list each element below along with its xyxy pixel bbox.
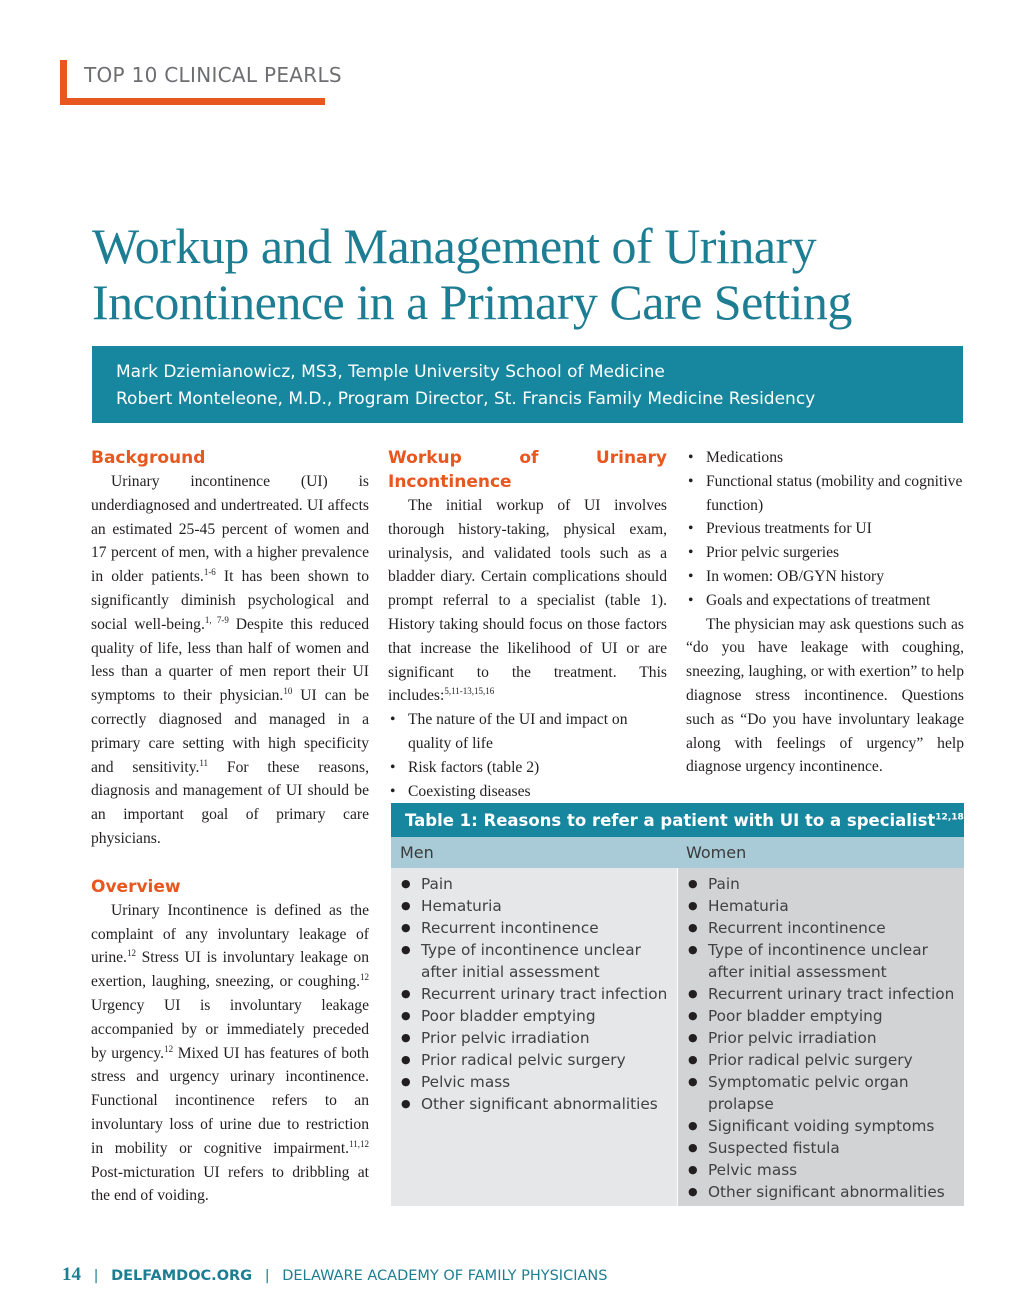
background-paragraph: Urinary incontinence (UI) is underdiagnosed and undertreated. UI affects an estimated 25-45 percent of women and 17 percent of men, with a higher prevalence in older patients.$^{1-6}$ It has been shown to significantly diminish psychological and social well-being.$^{1, 7-9}$ Despite this reduced quality of life, less than half of women and less than a quarter of men report their UI symptoms to their physician.$^{10}$ UI can be correctly diagnosed and managed in a primary care setting with high specificity and sensitivity.$^{11}$ For these reasons, diagnosis and management of UI should be an important goal of primary care physicians.: [91, 473, 369, 847]
authors-band: [92, 346, 963, 423]
table-row: ● Suspected fistula: [686, 1137, 960, 1159]
table-row: ● Hematuria: [399, 895, 673, 917]
footer-separator: |: [93, 1268, 99, 1284]
men-column: [391, 868, 677, 1206]
footer-site-link[interactable]: DELFAMDOC.ORG: [111, 1268, 253, 1284]
table-row: ● Poor bladder emptying: [686, 1005, 960, 1027]
page-footer: [62, 1264, 607, 1286]
list-item: • In women: OB/GYN history: [686, 565, 964, 589]
table-row: ● Poor bladder emptying: [399, 1005, 673, 1027]
author-1: Mark Dziemianowicz, MS3, Temple University School of Medicine: [116, 362, 665, 382]
table-row: ● Prior radical pelvic surgery: [686, 1049, 960, 1071]
table-row: ● Recurrent incontinence: [399, 917, 673, 939]
table-row: ● Recurrent urinary tract infection: [686, 983, 960, 1005]
list-item: • Goals and expectations of treatment: [686, 589, 964, 613]
table-row: ● Type of incontinence unclear after initial assessment: [686, 939, 960, 983]
column-1: [91, 446, 369, 1208]
table-row: ● Significant voiding symptoms: [686, 1115, 960, 1137]
table-row: ● Pelvic mass: [399, 1071, 673, 1093]
men-reasons-list: [399, 873, 673, 1115]
table-title-bar: [391, 803, 964, 837]
column-3: [686, 446, 964, 779]
list-item: • Coexisting diseases: [388, 780, 667, 804]
overview-heading: Overview: [91, 876, 181, 897]
table-row: ● Hematuria: [686, 895, 960, 917]
background-heading: Background: [91, 448, 206, 468]
footer-organization: DELAWARE ACADEMY OF FAMILY PHYSICIANS: [282, 1268, 608, 1284]
footer-separator: |: [264, 1268, 270, 1284]
questions-paragraph: The physician may ask questions such as “do you have leakage with coughing, sneezing, laughing, or with exertion” to help diagnose stress incontinence. Questions such as “Do you have involuntary leakage along with feelings of urgency” help diagnose urgency incontinence.: [686, 615, 965, 776]
table-row: ● Prior pelvic irradiation: [686, 1027, 960, 1049]
table-row: ● Recurrent incontinence: [686, 917, 960, 939]
workup-heading: Workup of Urinary Incontinence: [388, 448, 667, 492]
table-row: ● Type of incontinence unclear after initial assessment: [399, 939, 673, 983]
article-title-line-2: Incontinence in a Primary Care Setting: [92, 274, 852, 330]
column-header-men: Men: [400, 843, 434, 862]
list-item: • The nature of the UI and impact on quality of life: [388, 708, 667, 756]
table-header-row: [391, 837, 964, 868]
table-row: ● Other significant abnormalities: [686, 1181, 960, 1203]
table-row: ● Symptomatic pelvic organ prolapse: [686, 1071, 960, 1115]
section-tag-underline: [60, 98, 325, 105]
table-row: ● Other significant abnormalities: [399, 1093, 673, 1115]
page-number: 14: [62, 1264, 81, 1285]
article-title-line-1: Workup and Management of Urinary: [92, 218, 817, 274]
table-row: ● Pain: [686, 873, 960, 895]
table-row: ● Recurrent urinary tract infection: [399, 983, 673, 1005]
overview-paragraph: Urinary Incontinence is defined as the complaint of any involuntary leakage of urine.$^{12}$ Stress UI is involuntary leakage on exertion, laughing, sneezing, or coughing.$^{12}$ Urgency UI is involuntary leakage accompanied by or immediately preceded by urgency.$^{12}$ Mixed UI has features of both stress and urgency urinary incontinence. Functional incontinence refers to an involuntary loss of urine due to restriction in mobility or cognitive impairment.$^{11,12}$ Post-micturation UI refers to dribbling at the end of voiding.: [91, 901, 369, 1205]
women-column: [678, 868, 964, 1206]
column-header-women: Women: [686, 843, 747, 862]
section-tag: TOP 10 CLINICAL PEARLS: [84, 63, 342, 87]
list-item: • Prior pelvic surgeries: [686, 541, 964, 565]
table-row: ● Prior pelvic irradiation: [399, 1027, 673, 1049]
list-item: • Medications: [686, 446, 964, 470]
history-list-continued: [686, 446, 964, 613]
table-1: [391, 803, 964, 1206]
women-reasons-list: [686, 873, 960, 1203]
list-item: • Functional status (mobility and cognitive function): [686, 470, 964, 518]
table-row: ● Pelvic mass: [686, 1159, 960, 1181]
author-2: Robert Monteleone, M.D., Program Director, St. Francis Family Medicine Residency: [116, 389, 816, 409]
list-item: • Previous treatments for UI: [686, 517, 964, 541]
history-list: [388, 708, 667, 803]
table-row: ● Pain: [399, 873, 673, 895]
table-title: Table 1: Reasons to refer a patient with UI to a specialist$^{12,18}$: [405, 811, 964, 830]
article-title: [92, 218, 992, 330]
column-2: [388, 446, 667, 803]
workup-paragraph: The initial workup of UI involves thorough history-taking, physical exam, urinalysis, and validated tools such as a bladder diary. Certain complications should prompt referral to a specialist (table 1). History taking should focus on those factors that increase the likelihood of UI or are significant to the treatment. This includes:$^{5,11-13,15,16}$: [388, 497, 667, 705]
table-row: ● Prior radical pelvic surgery: [399, 1049, 673, 1071]
list-item: • Risk factors (table 2): [388, 756, 667, 780]
